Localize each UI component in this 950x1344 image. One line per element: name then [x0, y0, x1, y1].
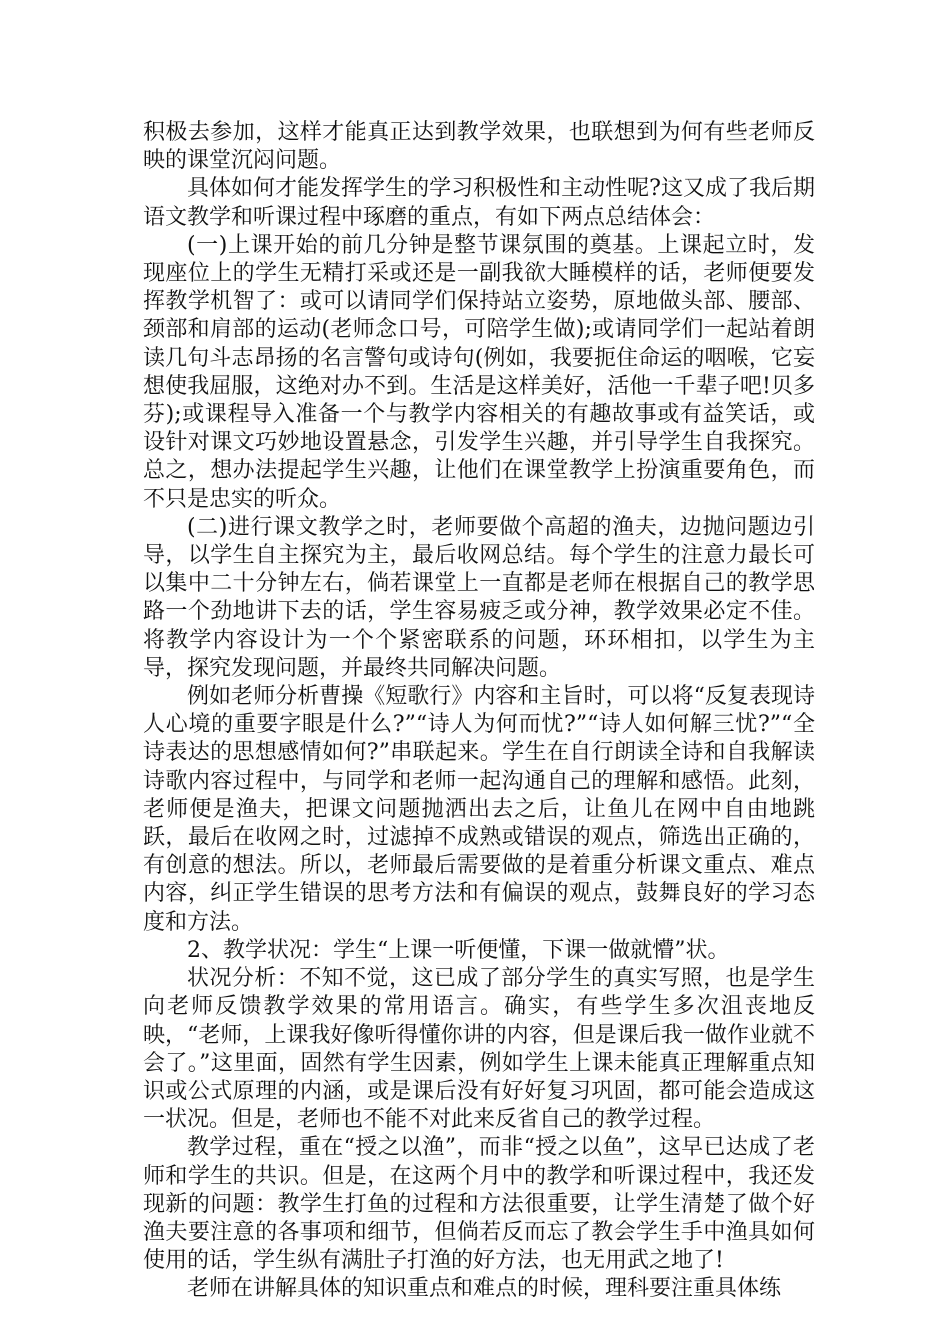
document-body — [143, 119, 815, 1304]
paragraph-8: 教学过程，重在“授之以渔”，而非“授之以鱼”，这早已达成了老师和学生的共识。但是，在这两个月中的教学和听课过程中，我还发现新的问题：教学生打鱼的过程和方法很重要，让学生清楚了做个好渔夫要注意的各事项和细节，但倘若反而忘了教会学生手中渔具如何使用的话，学生纵有满肚子打渔的好方法，也无用武之地了! — [143, 1135, 815, 1274]
paragraph-2: 具体如何才能发挥学生的学习积极性和主动性呢?这又成了我后期语文教学和听课过程中琢磨的重点，有如下两点总结体会： — [143, 176, 815, 230]
paragraph-4: (二)进行课文教学之时，老师要做个高超的渔夫，边抛问题边引导，以学生自主探究为主，最后收网总结。每个学生的注意力最长可以集中二十分钟左右，倘若课堂上一直都是老师在根据自己的教学思路一个劲地讲下去的话，学生容易疲乏或分神，教学效果必定不佳。将教学内容设计为一个个紧密联系的问题，环环相扣，以学生为主导，探究发现问题，并最终共同解决问题。 — [143, 514, 815, 681]
paragraph-7: 状况分析：不知不觉，这已成了部分学生的真实写照，也是学生向老师反馈教学效果的常用语言。确实，有些学生多次沮丧地反映，“老师，上课我好像听得懂你讲的内容，但是课后我一做作业就不会了。”这里面，固然有学生因素，例如学生上课未能真正理解重点知识或公式原理的内涵，或是课后没有好好复习巩固，都可能会造成这一状况。但是，老师也不能不对此来反省自己的教学过程。 — [143, 966, 815, 1133]
paragraph-1: 积极去参加，这样才能真正达到教学效果，也联想到为何有些老师反映的课堂沉闷问题。 — [143, 120, 815, 174]
paragraph-3: (一)上课开始的前几分钟是整节课氛围的奠基。上课起立时，发现座位上的学生无精打采或还是一副我欲大睡模样的话，老师便要发挥教学机智了：或可以请同学们保持站立姿势，原地做头部、腰部、颈部和肩部的运动(老师念口号，可陪学生做);或请同学们一起站着朗读几句斗志昂扬的名言警句或诗句(例如，我要扼住命运的咽喉，它妄想使我屈服，这绝对办不到。生活是这样美好，活他一千辈子吧!贝多芬);或课程导入准备一个与教学内容相关的有趣故事或有益笑话，或设针对课文巧妙地设置悬念，引发学生兴趣，并引导学生自我探究。总之，想办法提起学生兴趣，让他们在课堂教学上扮演重要角色，而不只是忠实的听众。 — [143, 232, 815, 512]
paragraph-5: 例如老师分析曹操《短歌行》内容和主旨时，可以将“反复表现诗人心境的重要字眼是什么?”“诗人为何而忧?”“诗人如何解三忧?”“全诗表达的思想感情如何?”串联起来。学生在自行朗读全诗和自我解读诗歌内容过程中，与同学和老师一起沟通自己的理解和感悟。此刻，老师便是渔夫，把课文问题抛洒出去之后，让鱼儿在网中自由地跳跃，最后在收网之时，过滤掉不成熟或错误的观点，筛选出正确的，有创意的想法。所以，老师最后需要做的是着重分析课文重点、难点内容，纠正学生错误的思考方法和有偏误的观点，鼓舞良好的学习态度和方法。 — [143, 684, 815, 935]
paragraph-9: 老师在讲解具体的知识重点和难点的时候，理科要注重具体练 — [187, 1276, 782, 1302]
paragraph-6: 2、教学状况：学生“上课一听便懂，下课一做就懵”状。 — [187, 937, 730, 963]
